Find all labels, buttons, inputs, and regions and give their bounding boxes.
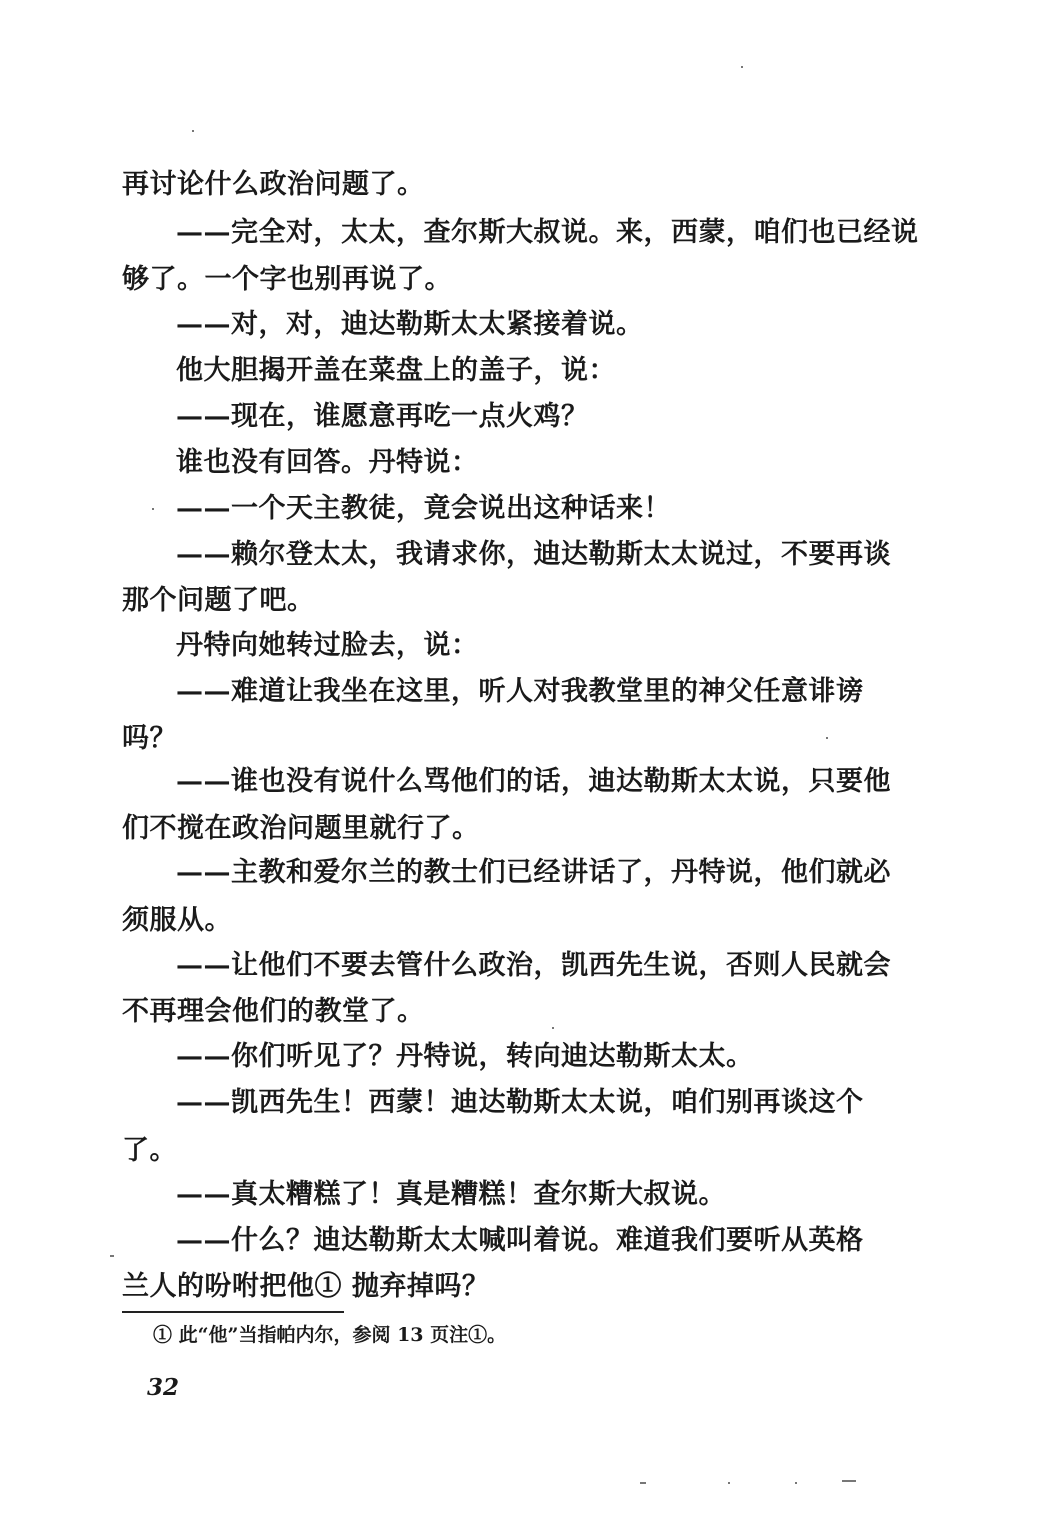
text-line-18: ——让他们不要去管什么政治，凯西先生说，否则人民就会 xyxy=(176,950,891,981)
text-line-8: ——一个天主教徒，竟会说出这种话来！ xyxy=(176,493,671,524)
text-line-10: 那个问题了吧。 xyxy=(122,585,315,616)
scan-speck xyxy=(152,508,154,510)
text-line-17: 须服从。 xyxy=(122,905,232,936)
text-line-21: ——凯西先生！西蒙！迪达勒斯太太说，咱们别再谈这个 xyxy=(176,1087,864,1118)
scan-speck xyxy=(826,737,828,739)
scan-speck xyxy=(192,130,194,132)
scan-speck xyxy=(640,1482,646,1484)
text-line-5: 他大胆揭开盖在菜盘上的盖子，说： xyxy=(176,355,616,386)
text-line-2: ——完全对，太太，查尔斯大叔说。来，西蒙，咱们也已经说 xyxy=(176,217,919,248)
scan-speck xyxy=(728,1482,730,1484)
text-line-7: 谁也没有回答。丹特说： xyxy=(176,447,479,478)
text-line-9: ——赖尔登太太，我请求你，迪达勒斯太太说过，不要再谈 xyxy=(176,539,891,570)
text-line-19: 不再理会他们的教堂了。 xyxy=(122,996,425,1027)
scan-speck xyxy=(110,1255,114,1257)
text-line-3: 够了。一个字也别再说了。 xyxy=(122,264,452,295)
scan-speck xyxy=(552,1027,554,1029)
text-line-1: 再讨论什么政治问题了。 xyxy=(122,169,425,200)
text-line-25: 兰人的吩咐把他① 抛弃掉吗？ xyxy=(122,1271,490,1302)
text-line-22: 了。 xyxy=(122,1135,177,1166)
scan-speck xyxy=(795,1482,797,1484)
scan-speck xyxy=(842,1480,856,1482)
footnote-divider xyxy=(122,1311,344,1313)
text-line-13: 吗？ xyxy=(122,723,177,754)
text-line-24: ——什么？迪达勒斯太太喊叫着说。难道我们要听从英格 xyxy=(176,1225,864,1256)
text-line-16: ——主教和爱尔兰的教士们已经讲话了，丹特说，他们就必 xyxy=(176,857,891,888)
text-line-12: ——难道让我坐在这里，听人对我教堂里的神父任意诽谤 xyxy=(176,676,864,707)
text-line-11: 丹特向她转过脸去，说： xyxy=(176,630,479,661)
text-line-14: ——谁也没有说什么骂他们的话，迪达勒斯太太说，只要他 xyxy=(176,766,891,797)
footnote-text: ① 此“他”当指帕内尔，参阅 13 页注①。 xyxy=(153,1324,507,1346)
text-line-6: ——现在，谁愿意再吃一点火鸡？ xyxy=(176,401,589,432)
scan-speck xyxy=(741,66,743,68)
text-line-15: 们不搅在政治问题里就行了。 xyxy=(122,813,480,844)
page-number: 32 xyxy=(147,1374,180,1401)
text-line-23: ——真太糟糕了！真是糟糕！查尔斯大叔说。 xyxy=(176,1179,726,1210)
text-line-20: ——你们听见了？丹特说，转向迪达勒斯太太。 xyxy=(176,1041,754,1072)
text-line-4: ——对，对，迪达勒斯太太紧接着说。 xyxy=(176,309,644,340)
